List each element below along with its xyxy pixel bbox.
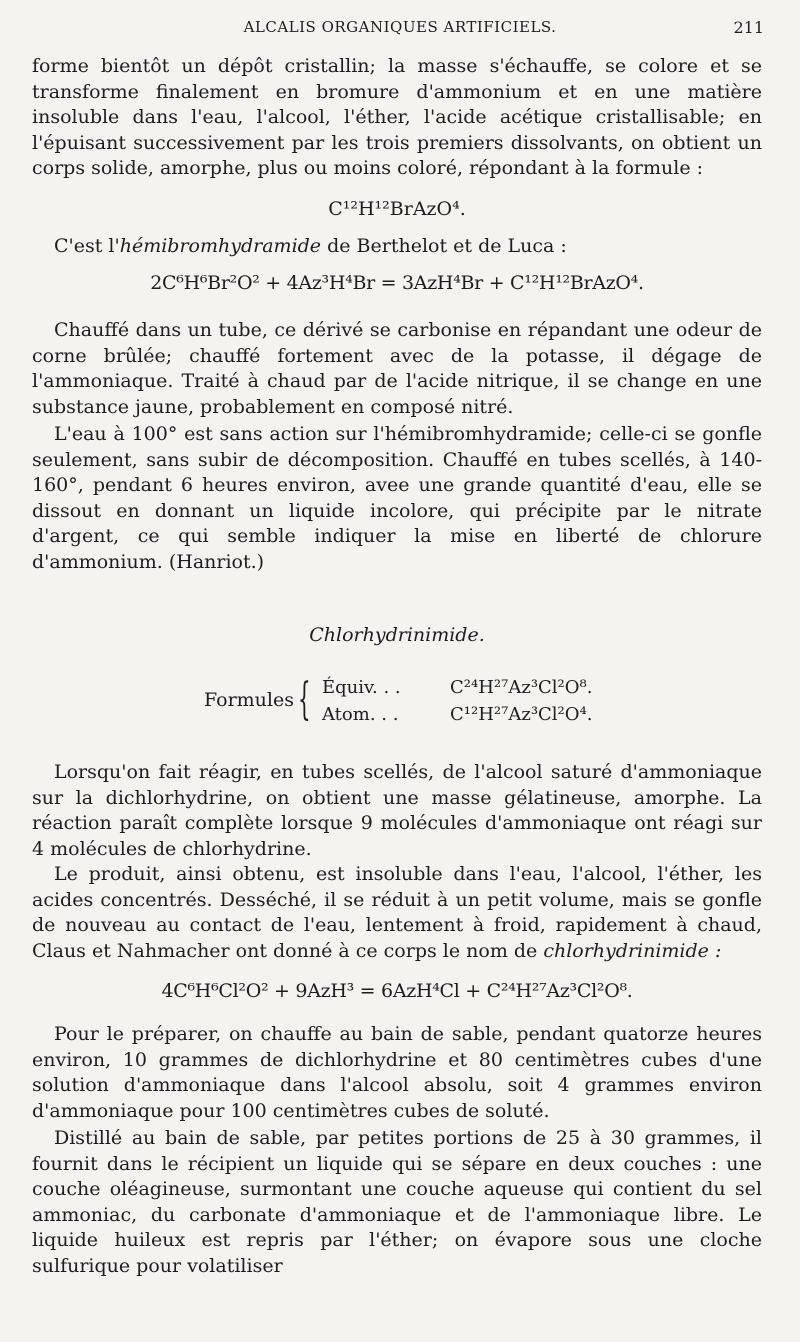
paragraph-5-block	[32, 760, 762, 862]
paragraph-7: Pour le préparer, on chauffe au bain de sable, pendant quatorze heures environ, 10 grammes de dichlorhydrine et 80 centimètres cubes d'une solution d'ammoniaque dans l'alcool absolu, soit 4 grammes environ d'ammoniaque pour 100 centimètres cubes de soluté.	[32, 1023, 762, 1122]
atom-label: Atom. . .	[322, 704, 399, 725]
paragraph-6-emphasis: chlorhydrinimide :	[543, 939, 722, 962]
paragraph-2	[32, 234, 762, 260]
paragraph-8: Distillé au bain de sable, par petites portions de 25 à 30 grammes, il fournit dans le récipient un liquide qui se sépare en deux couches : une couche oléagineuse, surmontant une couche aqueuse qui contient du sel ammoniac, du carbonate d'ammoniaque et de l'ammoniaque libre. Le liquide huileux est repris par l'éther; on évapore sous une cloche sulfurique pour volatiliser	[32, 1127, 762, 1277]
paragraph-2-block	[32, 234, 762, 260]
paragraph-1: forme bientôt un dépôt cristallin; la masse s'échauffe, se colore et se transforme finalement en bromure d'ammonium et en une matière insoluble dans l'eau, l'alcool, l'éther, l'acide acétique cristallisable; en l'épuisant successivement par les trois premiers dissolvants, on obtient un corps solide, amorphe, plus ou moins coloré, répondant à la formule :	[32, 55, 762, 180]
equiv-label: Équiv. . .	[322, 677, 401, 698]
equation-1: 2C⁶H⁶Br²O² + 4Az³H⁴Br = 3AzH⁴Br + C¹²H¹²BrAzO⁴.	[150, 272, 644, 294]
running-header	[0, 18, 800, 42]
page-number: 211	[733, 18, 764, 37]
equation-2: 4C⁶H⁶Cl²O² + 9AzH³ = 6AzH⁴Cl + C²⁴H²⁷Az³Cl²O⁸.	[161, 980, 633, 1002]
equiv-value: C²⁴H²⁷Az³Cl²O⁸.	[450, 677, 593, 698]
paragraph-1-block	[32, 54, 762, 182]
paragraph-3-block	[32, 318, 762, 420]
formula-atom-row	[322, 704, 592, 725]
paragraph-4: L'eau à 100° est sans action sur l'hémibromhydramide; celle-ci se gonfle seulement, sans subir de décomposition. Chauffé en tubes scellés, à 140-160°, pendant 6 heures environ, avee une grande quantité d'eau, elle se dissout en donnant un liquide incolore, qui précipite par le nitrate d'argent, ce qui semble indiquer la mise en liberté de chlorure d'ammonium. (Hanriot.)	[32, 423, 762, 573]
formula-1: C¹²H¹²BrAzO⁴.	[328, 198, 466, 220]
paragraph-7-block	[32, 1022, 762, 1124]
paragraph-2-emphasis: hémibromhydramide	[119, 235, 322, 257]
paragraph-3: Chauffé dans un tube, ce dérivé se carbonise en répandant une odeur de corne brûlée; chauffé fortement avec de la potasse, il dégage de l'ammoniaque. Traité à chaud par de l'acide nitrique, il se change en une substance jaune, probablement en composé nitré.	[32, 319, 762, 418]
paragraph-2-text-b: de Berthelot et de Luca :	[321, 235, 567, 257]
paragraph-6-block	[32, 862, 762, 964]
formulas-label: Formules	[204, 689, 294, 711]
paragraph-2-text-a: C'est l'	[54, 235, 120, 257]
section-title-text: Chlorhydrinimide.	[309, 624, 485, 646]
paragraph-6	[32, 862, 762, 964]
section-title	[32, 624, 762, 646]
formulas-block	[204, 675, 624, 731]
running-title: ALCALIS ORGANIQUES ARTIFICIELS.	[243, 18, 557, 36]
paragraph-6-text: Le produit, ainsi obtenu, est insoluble dans l'eau, l'alcool, l'éther, les acides concentrés. Desséché, il se réduit à un petit volume, mais se gonfle de nouveau au contact de l'eau, lentement à froid, rapidement à chaud, Claus et Nahmacher ont donné à ce corps le nom de	[32, 863, 762, 962]
paragraph-4-block	[32, 422, 762, 576]
atom-value: C¹²H²⁷Az³Cl²O⁴.	[450, 704, 593, 725]
brace-symbol: {	[298, 674, 311, 725]
formula-equiv-row	[322, 677, 592, 698]
paragraph-5: Lorsqu'on fait réagir, en tubes scellés, de l'alcool saturé d'ammoniaque sur la dichlorhydrine, on obtient une masse gélatineuse, amorphe. La réaction paraît complète lorsque 9 molécules d'ammoniaque ont réagi sur 4 molécules de chlorhydrine.	[32, 761, 762, 860]
paragraph-8-block	[32, 1126, 762, 1280]
